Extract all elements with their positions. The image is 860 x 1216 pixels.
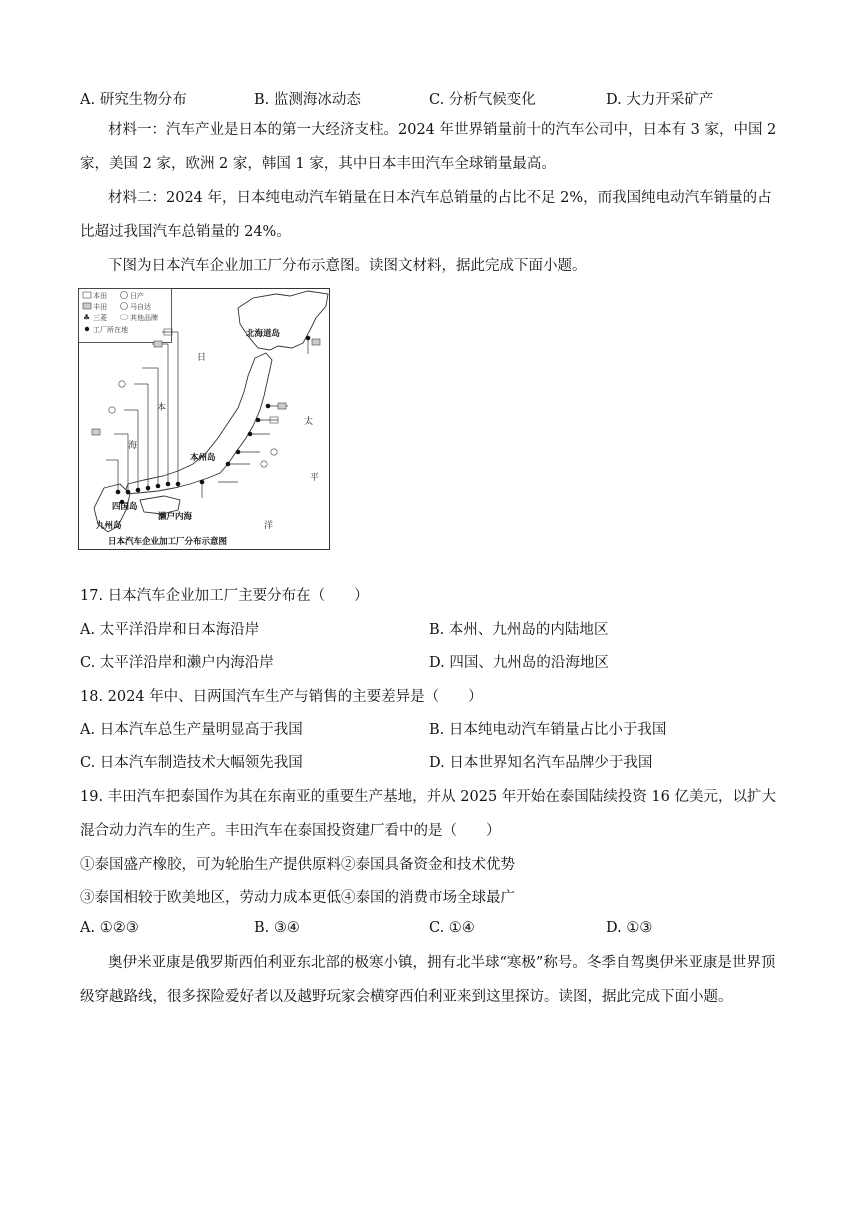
label-seto: 濑户内海	[158, 512, 193, 522]
material-two: 材料二：2024 年，日本纯电动汽车销量在日本汽车总销量的占比不足 2%，而我国纯电动汽车销量的占比超过我国汽车总销量的 24%。	[80, 190, 772, 240]
factory-dot-icon	[85, 327, 89, 331]
q19-option-d: D. ①③	[606, 920, 653, 936]
label-pacific-3: 洋	[264, 521, 274, 531]
q16-option-a: A. 研究生物分布	[80, 92, 187, 108]
q19-option-b: B. ③④	[254, 920, 300, 936]
q19-statements-1: ①泰国盛产橡胶，可为轮胎生产提供原料②泰国具备资金和技术优势	[80, 857, 515, 873]
label-shikoku: 四国岛	[112, 502, 138, 512]
legend-factory: 工厂所在地	[93, 326, 128, 334]
legend-other: 其他品牌	[130, 314, 158, 322]
q16-option-b: B. 监测海冰动态	[254, 92, 361, 108]
q19-option-c: C. ①④	[429, 920, 475, 936]
label-sea-japan-3: 海	[128, 441, 138, 451]
q17-option-a: A. 太平洋沿岸和日本海沿岸	[80, 622, 260, 638]
q19-stem-line1: 19. 丰田汽车把泰国作为其在东南亚的重要生产基地，并从 2025 年开始在泰国陆续投资 16 亿美元，以扩大	[80, 789, 776, 805]
q17-option-b: B. 本州、九州岛的内陆地区	[429, 622, 609, 638]
q19-statements-2: ③泰国相较于欧美地区，劳动力成本更低④泰国的消费市场全球最广	[80, 890, 515, 906]
mitsubishi-icon: ♣	[83, 313, 91, 322]
label-hokkaido: 北海道岛	[246, 329, 281, 339]
q17-stem: 17. 日本汽车企业加工厂主要分布在（ ）	[80, 588, 369, 604]
q18-stem: 18. 2024 年中、日两国汽车生产与销售的主要差异是（ ）	[80, 689, 483, 705]
q16-option-d: D. 大力开采矿产	[606, 92, 714, 108]
legend-toyota: 丰田	[93, 303, 107, 311]
q17-option-d: D. 四国、九州岛的沿海地区	[429, 655, 609, 671]
closing-passage: 奥伊米亚康是俄罗斯西伯利亚东北部的极寒小镇，拥有北半球“寒极”称号。冬季自驾奥伊米亚康是世界顶级穿越路线，很多探险爱好者以及越野玩家会横穿西伯利亚来到这里探访。读图，据此完成下面小题。	[80, 955, 776, 1005]
q18-option-a: A. 日本汽车总生产量明显高于我国	[80, 722, 303, 738]
japan-factory-map	[78, 288, 330, 550]
label-sea-japan-1: 日	[197, 353, 207, 363]
q19-stem-line2: 混合动力汽车的生产。丰田汽车在泰国投资建厂看中的是（ ）	[80, 823, 501, 839]
legend-mitsubishi: 三菱	[93, 314, 107, 322]
q18-option-b: B. 日本纯电动汽车销量占比小于我国	[429, 722, 667, 738]
label-pacific-1: 太	[304, 417, 314, 427]
map-caption: 日本汽车企业加工厂分布示意图	[108, 537, 228, 547]
label-pacific-2: 平	[310, 473, 320, 483]
legend-honda: 本田	[93, 292, 107, 300]
q18-option-d: D. 日本世界知名汽车品牌少于我国	[429, 755, 653, 771]
q17-option-c: C. 太平洋沿岸和濑户内海沿岸	[80, 655, 274, 671]
material-one: 材料一：汽车产业是日本的第一大经济支柱。2024 年世界销量前十的汽车公司中，日本有 3 家，中国 2 家，美国 2 家，欧洲 2 家，韩国 1 家，其中日本丰田汽车全球销量最高。	[80, 122, 777, 172]
label-sea-japan-2: 本	[157, 403, 167, 413]
honda-icon	[83, 292, 91, 298]
intro-text: 下图为日本汽车企业加工厂分布示意图。读图文材料，据此完成下面小题。	[108, 258, 587, 274]
legend-nissan: 日产	[130, 292, 144, 300]
q18-option-c: C. 日本汽车制造技术大幅领先我国	[80, 755, 303, 771]
q16-option-c: C. 分析气候变化	[429, 92, 536, 108]
label-kyushu: 九州岛	[96, 521, 122, 531]
q19-option-a: A. ①②③	[80, 920, 139, 936]
toyota-icon	[83, 303, 91, 309]
legend-mazda: 马自达	[130, 303, 151, 311]
label-honshu: 本州岛	[190, 453, 216, 463]
